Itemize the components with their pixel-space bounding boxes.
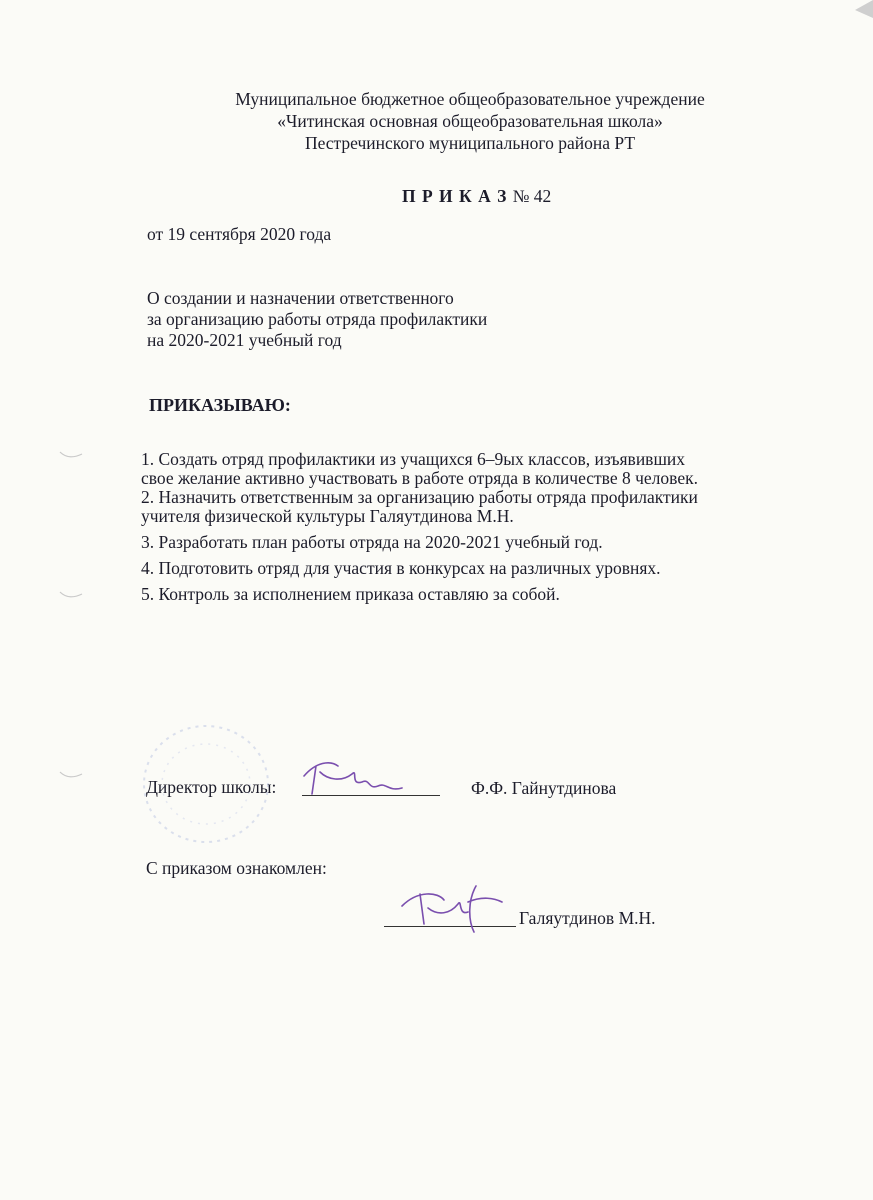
subject-line-3: на 2020-2021 учебный год [147,330,342,350]
acknowledged-label: С приказом ознакомлен: [146,858,327,878]
director-name: Ф.Ф. Гайнутдинова [471,778,617,798]
header-line-3: Пестречинского муниципального района РТ [304,133,636,153]
subject-line-2: за организацию работы отряда профилактики [147,309,488,329]
order-date: от 19 сентября 2020 года [147,224,332,244]
acknowledged-name: Галяутдинов М.Н. [519,908,656,928]
order-title [402,186,551,207]
binder-marks [58,440,88,800]
corner-mark [855,0,873,18]
director-signature-icon [298,752,408,802]
order-item-1-line-2: свое желание активно участвовать в работе отряда в количестве 8 человек. [141,468,698,488]
organization-header [160,88,780,154]
order-item-2-line-1: 2. Назначить ответственным за организацию работы отряда профилактики [141,487,698,507]
order-item-1-line-1: 1. Создать отряд профилактики из учащихся 6–9ых классов, изъявивших [141,449,686,469]
header-line-1: Муниципальное бюджетное общеобразовательное учреждение [235,89,705,109]
order-item-3: 3. Разработать план работы отряда на 2020-2021 учебный год. [141,532,603,552]
director-label: Директор школы: [146,777,277,797]
order-items [141,450,698,604]
order-number: № 42 [512,186,552,206]
subject-line-1: О создании и назначении ответственного [147,288,454,308]
acknowledged-signature-icon [398,880,508,940]
order-title-word: П Р И К А З [402,186,508,206]
order-subject [147,288,487,351]
header-line-2: «Читинская основная общеобразовательная школа» [277,111,663,131]
order-word: ПРИКАЗЫВАЮ: [149,395,291,415]
order-item-2-line-2: учителя физической культуры Галяутдинова М.Н. [141,506,514,526]
order-item-4: 4. Подготовить отряд для участия в конкурсах на различных уровнях. [141,558,661,578]
order-item-5: 5. Контроль за исполнением приказа оставляю за собой. [141,584,560,604]
